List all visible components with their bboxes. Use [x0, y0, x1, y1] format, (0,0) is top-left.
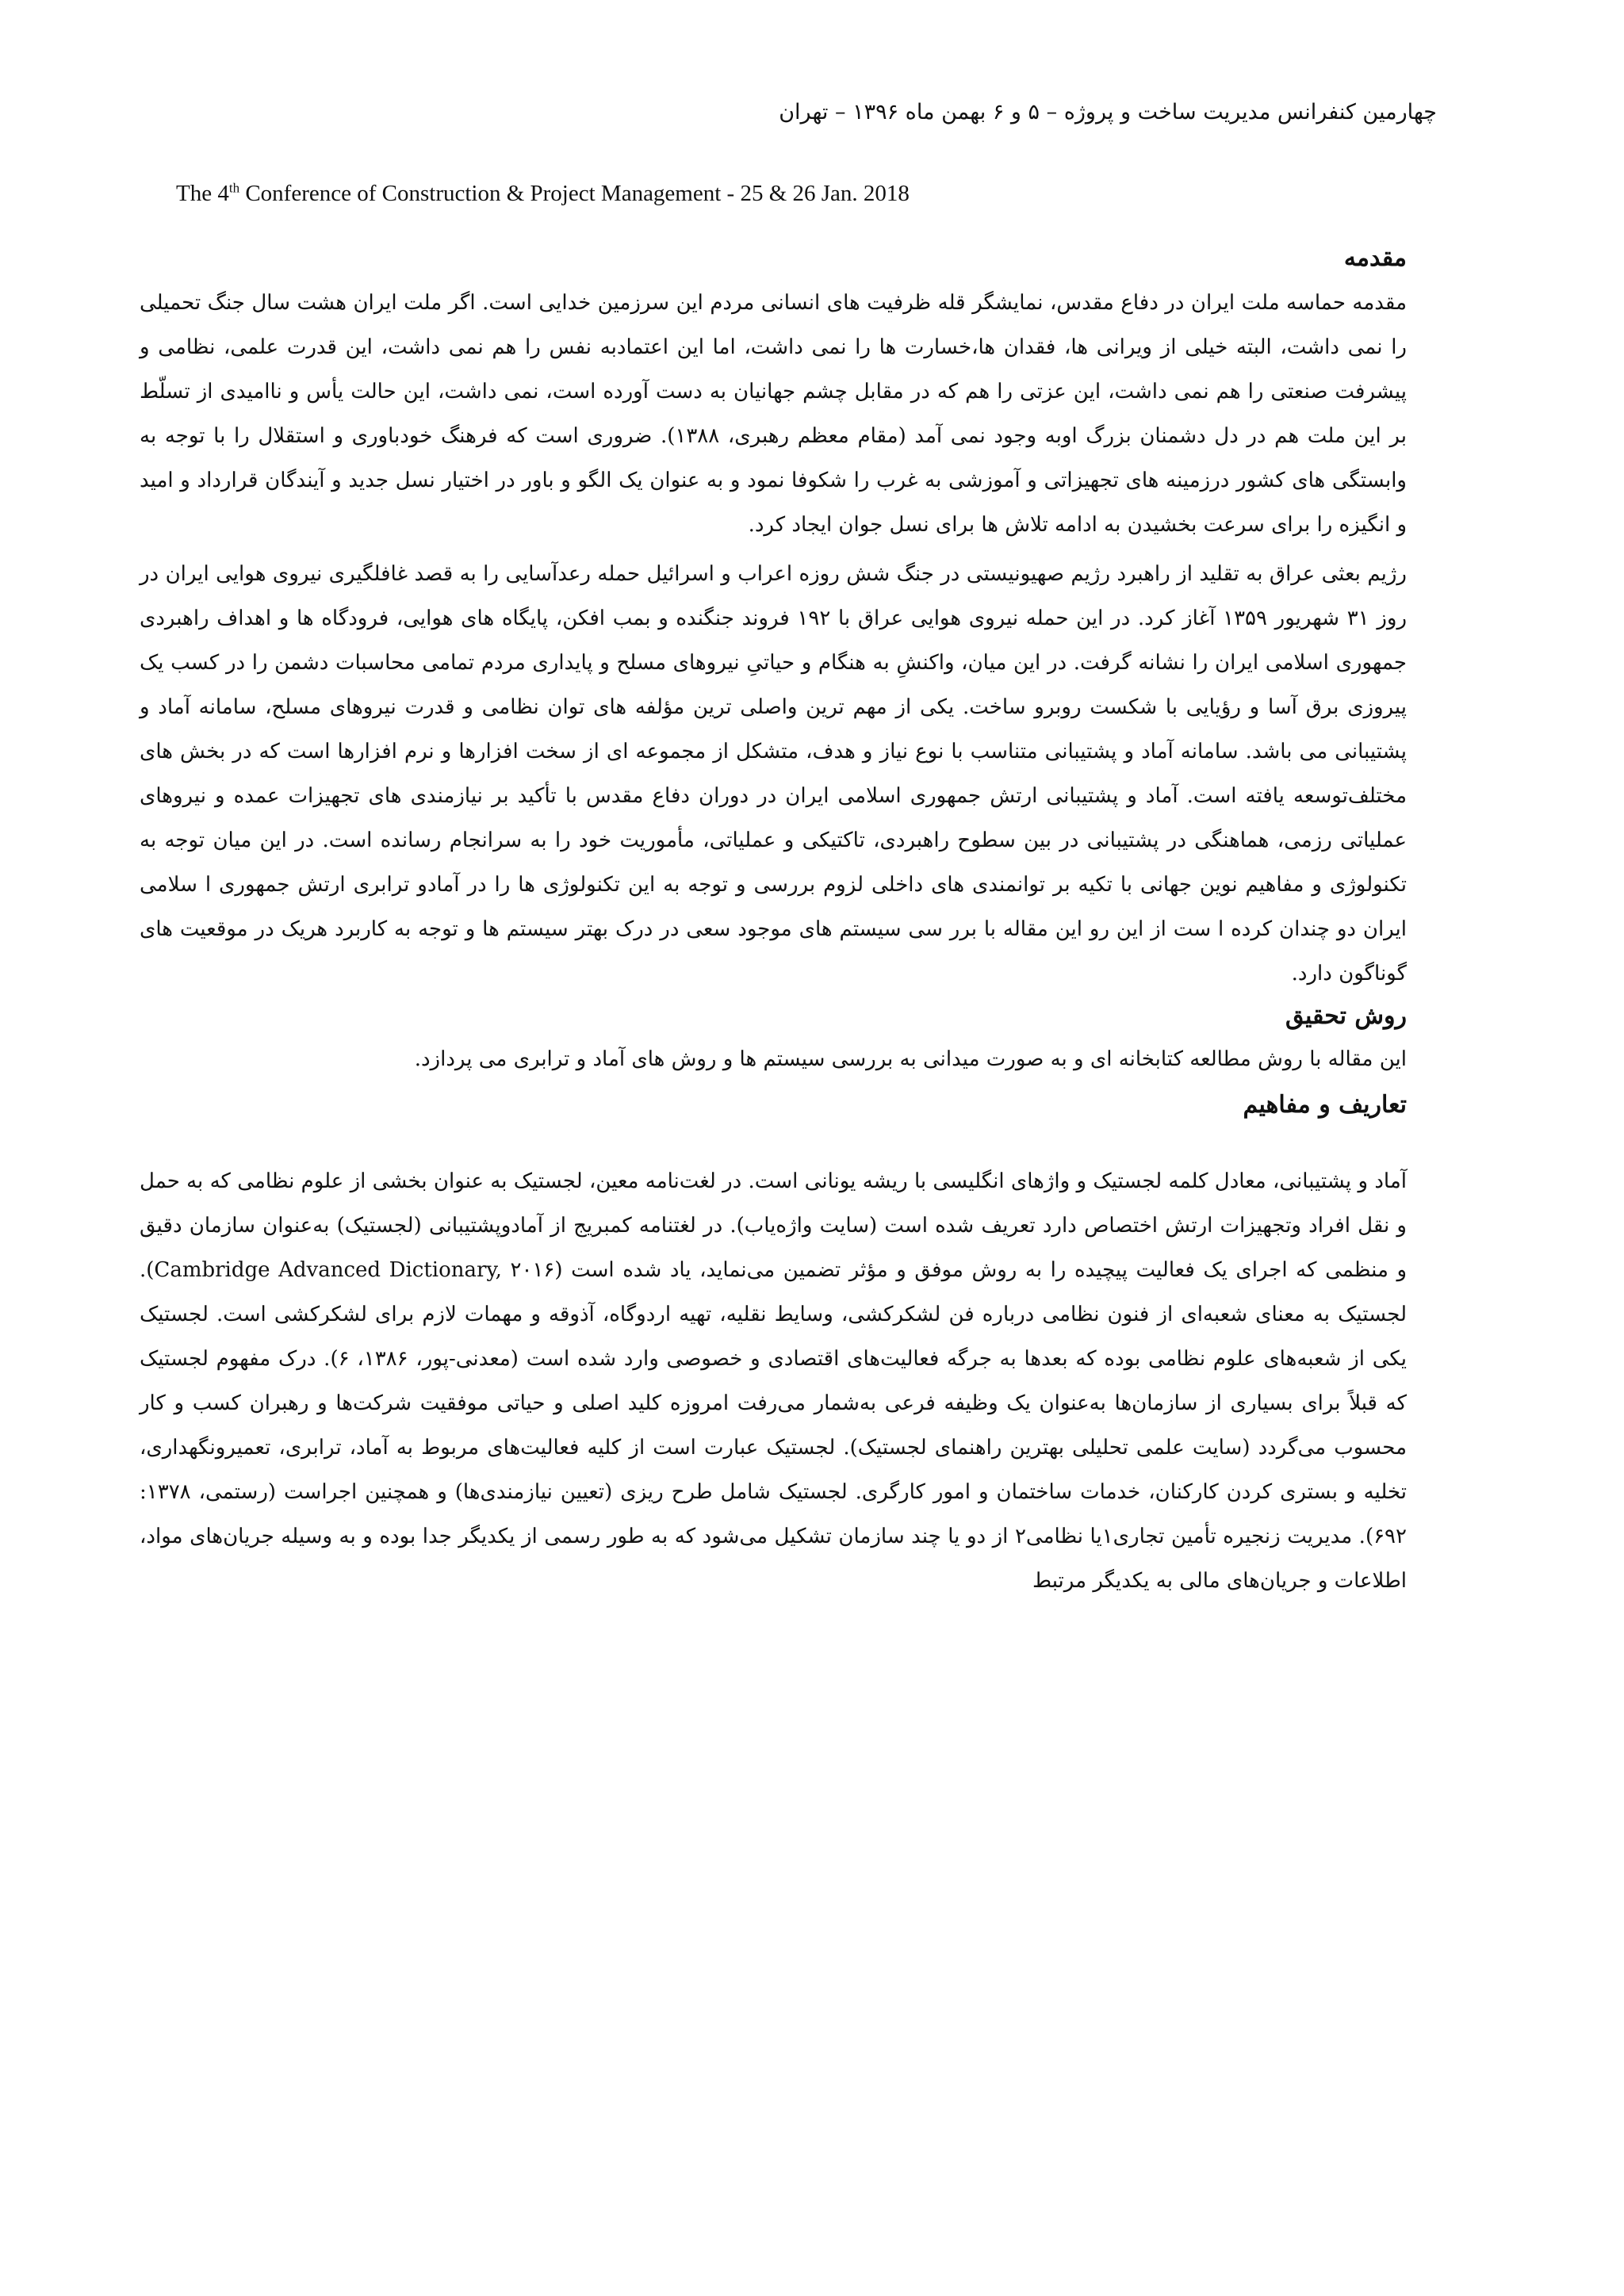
definitions-citation-ltr: Cambridge Advanced Dictionary, ۲۰۱۶ [154, 1258, 555, 1282]
intro-paragraph-2: رژیم بعثی عراق به تقلید از راهبرد رژیم صهیونیستی در جنگ شش روزه اعراب و اسرائیل حمله رعدآسایی را به قصد غافلگیری نیروی هوایی ایران در روز ۳۱ شهریور ۱۳۵۹ آغاز کرد. در این حمله نیروی هوایی عراق با ۱۹۲ فروند جنگنده و بمب افکن، پایگاه های هوایی، فرودگاه ها و اهداف راهبردی جمهوری اسلامی ایران را نشانه گرفت. در این میان، واکنشِ به هنگام و حیاتیِ نیروهای مسلح و پایداری مردم تمامی محاسبات دشمن را در کسب یک پیروزی برق آسا و رؤیایی با شکست روبرو ساخت. یکی از مهم ترین واصلی ترین مؤلفه های توان نظامی و قدرت نیروهای مسلح، سامانه آماد و پشتیبانی می باشد. سامانه آماد و پشتیبانی متناسب با نوع نیاز و هدف، متشکل از مجموعه ای از سخت افزارها و نرم افزارها است که در بخش های مختلف‌توسعه یافته است. آماد و پشتیبانی ارتش جمهوری اسلامی ایران در دوران دفاع مقدس با تأکید بر نیازمندی های تجهیزات عمده و نیروهای عملیاتی رزمی، هماهنگی در پشتیبانی در بین سطوح راهبردی، تاکتیکی و عملیاتی، مأموریت خود را به سرانجام رسانده است. در این میان توجه به تکنولوژی و مفاهیم نوین جهانی با تکیه بر توانمندی های داخلی لزوم بررسی و توجه به این تکنولوژی ها را در آمادو ترابری ارتش جمهوری ا سلامی ایران دو چندان کرده ا ست از این رو این مقاله با برر سی سیستم های موجود سعی در درک بهتر سیستم ها و توجه به کاربرد هریک در موقعیت های گوناگون دارد. [140, 562, 1407, 985]
method-paragraph: این مقاله با روش مطالعه کتابخانه ای و به صورت میدانی به بررسی سیستم ها و روش های آماد و ترابری می پردازد. [414, 1047, 1407, 1071]
conference-header-english [176, 179, 910, 208]
article-body [140, 241, 1407, 1603]
definitions-text-part-1: آماد و پشتیبانی، معادل کلمه لجستیک و واژهای انگلیسی با ریشه یونانی است. در لغت‌نامه معین، لجستیک به عنوان بخشی از علوم نظامی که به حمل و نقل افراد وتجهیزات ارتش اختصاص دارد تعریف شده است (سایت واژه‌یاب). در لغتنامه کمبریج از آمادوپشتیبانی (لجستیک) به‌عنوان سازمان دقیق و منظمی که اجرای یک فعالیت پیچیده را به روش موفق و مؤثر تضمین می‌نماید، یاد شده است ( [140, 1169, 1407, 1282]
header-english-post: Conference of Construction & Project Management - 25 & 26 Jan. 2018 [239, 181, 910, 206]
header-english-sup: th [228, 180, 240, 196]
conference-header-persian: چهارمین کنفرانس مدیریت ساخت و پروژه – ۵ و ۶ بهمن ماه ۱۳۹۶ – تهران [779, 100, 1437, 124]
intro-paragraph-1: مقدمه حماسه ملت ایران در دفاع مقدس، نمایشگر قله ظرفیت های انسانی مردم این سرزمین خدایی است. اگر ملت ایران هشت سال جنگ تحمیلی را نمی داشت، البته خیلی از ویرانی ها، فقدان ها،خسارت ها را نمی داشت، اما این اعتمادبه نفس را هم نمی داشت، این قدرت علمی، نظامی و پیشرفت صنعتی را هم نمی داشت، این عزتی را هم که در مقابل چشم جهانیان به دست آورده است، نمی داشت، این حالت یأس و ناامیدی از تسلّط بر این ملت هم در دل دشمنان بزرگ اوبه وجود نمی آمد (مقام معظم رهبری، ۱۳۸۸). ضروری است که فرهنگ خودباوری و استقلال را با توجه به وابستگی های کشور درزمینه های تجهیزاتی و آموزشی به غرب را شکوفا نمود و به عنوان یک الگو و باور در اختیار نسل جدید و آیندگان قرارداد و امید و انگیزه را برای سرعت بخشیدن به ادامه تلاش ها برای نسل جوان ایجاد کرد. [140, 291, 1408, 537]
definitions-text-part-2: ). لجستیک به معنای شعبه‌ای از فنون نظامی درباره فن لشکرکشی، وسایط نقلیه، تهیه اردوگاه، آذوقه و مهمات لازم برای لشکرکشی است. لجستیک یکی از شعبه‌های علوم نظامی بوده که بعدها به جرگه فعالیت‌های اقتصادی و خصوصی وارد شده است (معدنی-پور، ۱۳۸۶، ۶). درک مفهوم لجستیک که قبلاً برای بسیاری از سازمان‌ها به‌عنوان یک وظیفه فرعی به‌شمار می‌رفت امروزه کلید اصلی و حیاتی موفقیت شرکت‌ها و رهبران کسب و کار محسوب می‌گردد (سایت علمی تحلیلی بهترین راهنمای لجستیک). لجستیک عبارت است از کلیه فعالیت‌های مربوط به آماد، ترابری، تعمیرونگهداری، تخلیه و بستری کردن کارکنان، خدمات ساختمان و امور کارگری. لجستیک شامل طرح ریزی (تعیین نیازمندی‌ها) و همچنین اجراست (رستمی، ۱۳۷۸: ۶۹۲). مدیریت زنجیره تأمین تجاری۱یا نظامی۲ از دو یا چند سازمان تشکیل می‌شود که به طور رسمی از یکدیگر جدا بوده و به وسیله جریان‌های مواد، اطلاعات و جریان‌های مالی به یکدیگر مرتبط [140, 1258, 1408, 1593]
definitions-heading: تعاریف و مفاهیم [1243, 1091, 1407, 1119]
method-heading: روش تحقیق [1285, 1002, 1407, 1030]
definitions-paragraph [140, 1159, 1407, 1603]
header-english-pre: The 4 [176, 181, 229, 206]
intro-heading: مقدمه [1343, 244, 1407, 272]
